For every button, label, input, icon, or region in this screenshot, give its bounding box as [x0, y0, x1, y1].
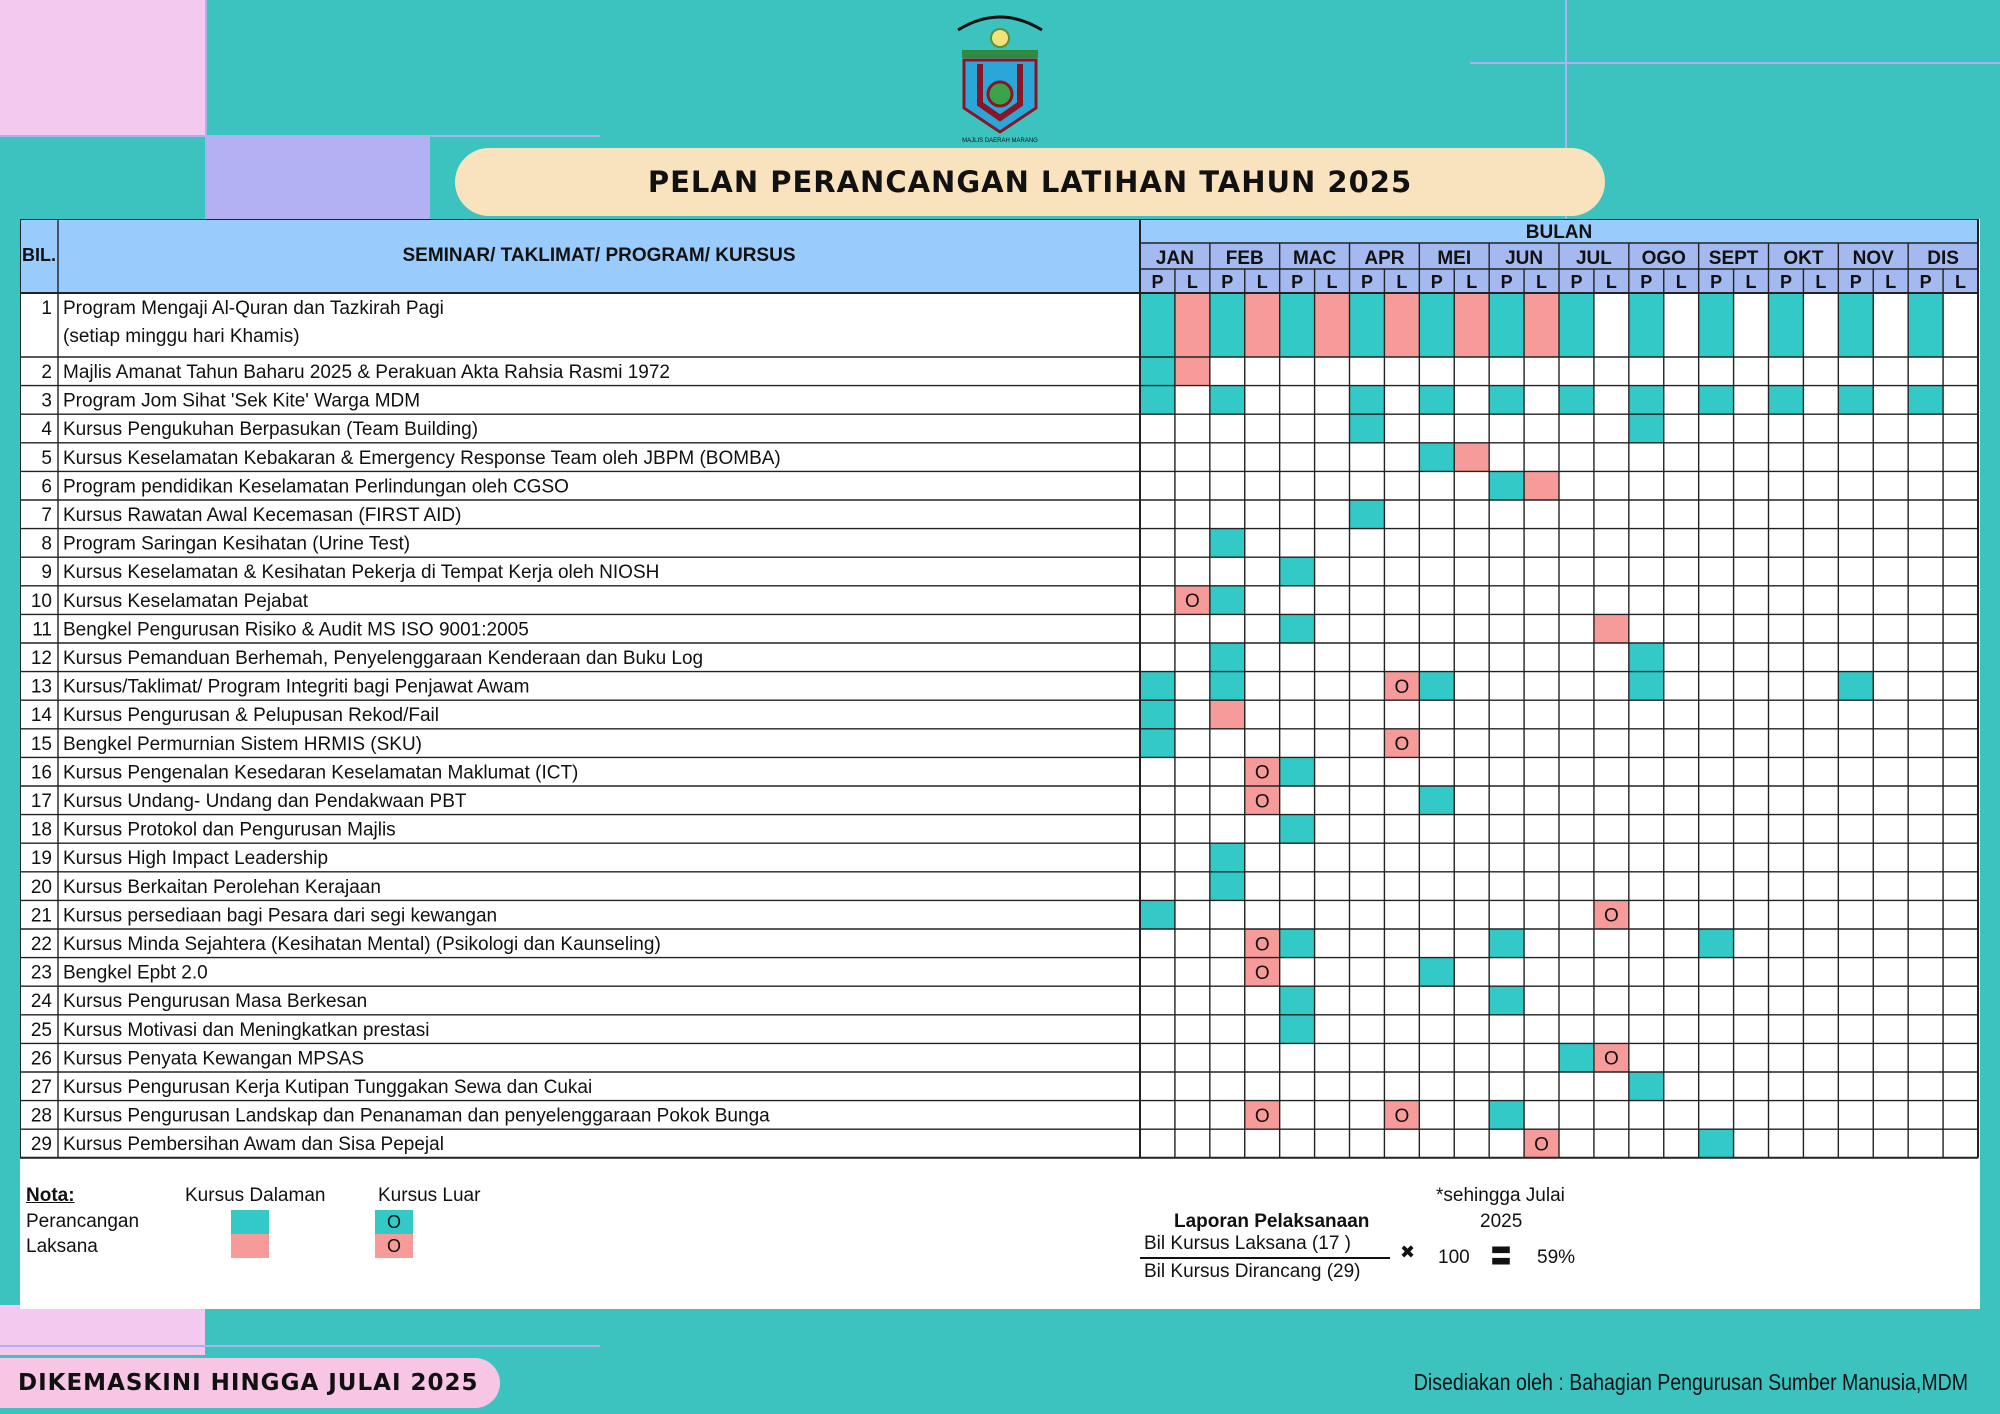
sub-header-done: L [1256, 272, 1268, 292]
external-course-marker: O [1603, 905, 1619, 927]
report-numerator: Bil Kursus Laksana (17 ) [1144, 1233, 1351, 1254]
course-name: Kursus Motivasi dan Meningkatkan prestasi [63, 1019, 430, 1041]
plan-panel [20, 219, 1980, 1309]
report-note-line2: 2025 [1480, 1211, 1523, 1232]
row-number: 13 [30, 676, 52, 698]
sub-header-done: L [1466, 272, 1478, 292]
row-number: 21 [30, 905, 52, 927]
course-name: Kursus Protokol dan Pengurusan Majlis [63, 819, 396, 841]
row-number: 1 [41, 298, 52, 319]
row-number: 26 [30, 1048, 52, 1070]
report-multiplier: 100 [1438, 1247, 1470, 1268]
row-number: 7 [41, 505, 52, 526]
month-header: JAN [1155, 248, 1194, 269]
sub-header-plan: P [1779, 272, 1792, 292]
external-course-marker: O [1254, 934, 1270, 956]
course-name: Kursus High Impact Leadership [63, 848, 329, 870]
external-course-marker: O [1394, 1105, 1410, 1127]
course-name: Program Jom Sihat 'Sek Kite' Warga MDM [63, 390, 421, 412]
column-header-months: BULAN [1525, 222, 1593, 243]
external-course-marker: O [1394, 734, 1410, 756]
row-number: 9 [41, 562, 52, 584]
external-course-marker: O [1254, 962, 1270, 984]
month-header: JUN [1505, 248, 1544, 269]
course-name: Kursus Keselamatan Kebakaran & Emergency Response Team oleh JBPM (BOMBA) [63, 447, 781, 469]
prepared-by-label: Disediakan oleh : Bahagian Pengurusan Sumber Manusia,MDM [1413, 1369, 1968, 1395]
logo-caption: MAJLIS DAERAH MARANG [962, 138, 1038, 143]
row-number: 8 [41, 533, 52, 555]
month-header: DIS [1927, 248, 1959, 269]
row-number: 29 [30, 1134, 52, 1156]
course-name: Kursus Pemanduan Berhemah, Penyelenggaraan Kenderaan dan Buku Log [63, 648, 704, 669]
month-header: FEB [1225, 248, 1264, 269]
month-header: APR [1364, 248, 1405, 269]
council-logo [950, 8, 1050, 143]
course-name: Kursus Pengurusan Kerja Kutipan Tunggakan Sewa dan Cukai [63, 1077, 593, 1098]
row-number: 4 [41, 419, 52, 441]
row-number: 3 [41, 390, 52, 412]
course-name: Bengkel Epbt 2.0 [63, 962, 208, 984]
legend-swatch-internal-plan [231, 1210, 269, 1234]
bg-line-vertical [205, 0, 207, 220]
sub-header-plan: P [1500, 272, 1513, 292]
sub-header-plan: P [1360, 272, 1373, 292]
sub-header-plan: P [1640, 272, 1653, 292]
row-number: 25 [30, 1019, 52, 1041]
legend-col-internal: Kursus Dalaman [185, 1185, 326, 1206]
month-header: MAC [1292, 248, 1337, 269]
sub-header-done: L [1675, 272, 1687, 292]
course-name: Kursus persediaan bagi Pesara dari segi kewangan [63, 905, 498, 927]
external-course-marker: O [1534, 1134, 1549, 1156]
times-icon: ✖ [1400, 1242, 1416, 1263]
row-number: 2 [41, 362, 52, 383]
legend-row-plan: Perancangan [26, 1211, 140, 1232]
course-name: Kursus Keselamatan Pejabat [63, 590, 309, 612]
external-course-marker: O [1394, 676, 1410, 698]
page-title: PELAN PERANCANGAN LATIHAN TAHUN 2025 [455, 148, 1605, 216]
sub-header-plan: P [1570, 272, 1583, 292]
course-name: Kursus/Taklimat/ Program Integriti bagi Penjawat Awam [63, 676, 530, 698]
row-number: 14 [30, 705, 52, 727]
row-number: 5 [41, 447, 52, 469]
month-header: JUL [1575, 248, 1612, 269]
notes-section [20, 219, 1980, 1309]
legend-swatch-internal-done [231, 1234, 269, 1258]
course-name: Program pendidikan Keselamatan Perlindungan oleh CGSO [63, 476, 569, 498]
legend-col-external: Kursus Luar [378, 1185, 481, 1206]
external-course-marker: O [1254, 791, 1270, 813]
row-number: 17 [30, 791, 52, 812]
sub-header-done: L [1186, 272, 1198, 292]
row-number: 16 [30, 762, 52, 784]
sub-header-plan: P [1430, 272, 1443, 292]
sub-header-plan: P [1221, 272, 1234, 292]
bg-line-horizontal [0, 135, 600, 137]
sub-header-done: L [1605, 272, 1617, 292]
row-number: 10 [30, 590, 52, 612]
sub-header-plan: P [1710, 272, 1723, 292]
sub-header-done: L [1536, 272, 1548, 292]
course-name: Kursus Pembersihan Awam dan Sisa Pepejal [63, 1134, 444, 1156]
updated-until-label: DIKEMASKINI HINGGA JULAI 2025 [0, 1358, 500, 1408]
bg-corner-purple [205, 135, 430, 220]
course-name: Kursus Pengukuhan Berpasukan (Team Building) [63, 419, 479, 441]
course-name: Bengkel Pengurusan Risiko & Audit MS ISO 9001:2005 [63, 619, 529, 641]
report-result: 59% [1537, 1247, 1576, 1268]
course-name: Program Saringan Kesihatan (Urine Test) [63, 533, 411, 555]
course-name: Kursus Pengurusan Landskap dan Penanaman dan penyelenggaraan Pokok Bunga [63, 1105, 770, 1127]
month-header: OKT [1783, 248, 1824, 269]
row-number: 19 [30, 848, 52, 870]
course-name: Kursus Undang- Undang dan Pendakwaan PBT [63, 791, 467, 812]
external-course-marker: O [1254, 1105, 1270, 1127]
bg-line-top-right [1470, 62, 2000, 64]
external-course-marker: O [1184, 591, 1200, 613]
equals-icon: 〓 [1490, 1245, 1513, 1270]
course-name: Kursus Rawatan Awal Kecemasan (FIRST AID) [63, 505, 462, 526]
month-header: NOV [1852, 248, 1894, 269]
sub-header-done: L [1955, 272, 1967, 292]
course-name: Majlis Amanat Tahun Baharu 2025 & Perakuan Akta Rahsia Rasmi 1972 [63, 362, 670, 383]
legend-title: Nota: [26, 1185, 75, 1206]
bg-bottom-pink [0, 1305, 205, 1355]
legend-row-done: Laksana [26, 1236, 98, 1257]
report-fraction-bar [1140, 1257, 1390, 1259]
row-number: 18 [30, 819, 52, 841]
column-header-no: BIL. [22, 245, 56, 265]
month-header: MEI [1437, 248, 1472, 269]
row-number: 28 [30, 1105, 52, 1127]
bg-corner-pink [0, 0, 205, 135]
course-name: Bengkel Permurnian Sistem HRMIS (SKU) [63, 733, 422, 755]
course-name: Kursus Keselamatan & Kesihatan Pekerja di Tempat Kerja oleh NIOSH [63, 562, 660, 584]
row-number: 12 [30, 648, 52, 669]
row-number: 15 [30, 733, 52, 755]
month-header: OGO [1641, 248, 1686, 269]
course-name: Kursus Pengurusan Masa Berkesan [63, 991, 368, 1013]
bg-line-bottom [0, 1345, 600, 1347]
month-header: SEPT [1708, 248, 1759, 269]
sub-header-done: L [1885, 272, 1897, 292]
sub-header-done: L [1815, 272, 1827, 292]
row-number: 23 [30, 962, 52, 984]
row-number: 6 [41, 476, 52, 498]
row-number: 27 [30, 1077, 52, 1098]
course-name: Kursus Pengurusan & Pelupusan Rekod/Fail [63, 705, 440, 727]
report-denominator: Bil Kursus Dirancang (29) [1144, 1261, 1361, 1282]
report-title: Laporan Pelaksanaan [1174, 1211, 1370, 1232]
sub-header-plan: P [1919, 272, 1932, 292]
sub-header-done: L [1745, 272, 1757, 292]
course-name: Kursus Pengenalan Kesedaran Keselamatan Maklumat (ICT) [63, 762, 579, 784]
column-header-name: SEMINAR/ TAKLIMAT/ PROGRAM/ KURSUS [402, 245, 796, 266]
row-number: 24 [30, 991, 52, 1013]
row-number: 11 [32, 619, 52, 641]
course-name: Kursus Minda Sejahtera (Kesihatan Mental) (Psikologi dan Kaunseling) [63, 934, 661, 955]
legend-swatch-external-done: O [375, 1234, 413, 1258]
row-number: 22 [30, 934, 52, 955]
sub-header-done: L [1396, 272, 1408, 292]
course-name: Kursus Penyata Kewangan MPSAS [63, 1048, 365, 1070]
sub-header-plan: P [1291, 272, 1304, 292]
row-number: 20 [30, 876, 52, 898]
external-course-marker: O [1254, 762, 1270, 784]
report-note-line1: *sehingga Julai [1436, 1185, 1565, 1206]
course-name: Kursus Berkaitan Perolehan Kerajaan [63, 876, 381, 898]
external-course-marker: O [1603, 1048, 1619, 1070]
course-name-note: (setiap minggu hari Khamis) [63, 326, 300, 347]
legend-swatch-external-plan: O [375, 1210, 413, 1234]
sub-header-done: L [1326, 272, 1338, 292]
sub-header-plan: P [1151, 272, 1164, 292]
sub-header-plan: P [1849, 272, 1862, 292]
course-name: Program Mengaji Al-Quran dan Tazkirah Pagi [63, 298, 444, 319]
